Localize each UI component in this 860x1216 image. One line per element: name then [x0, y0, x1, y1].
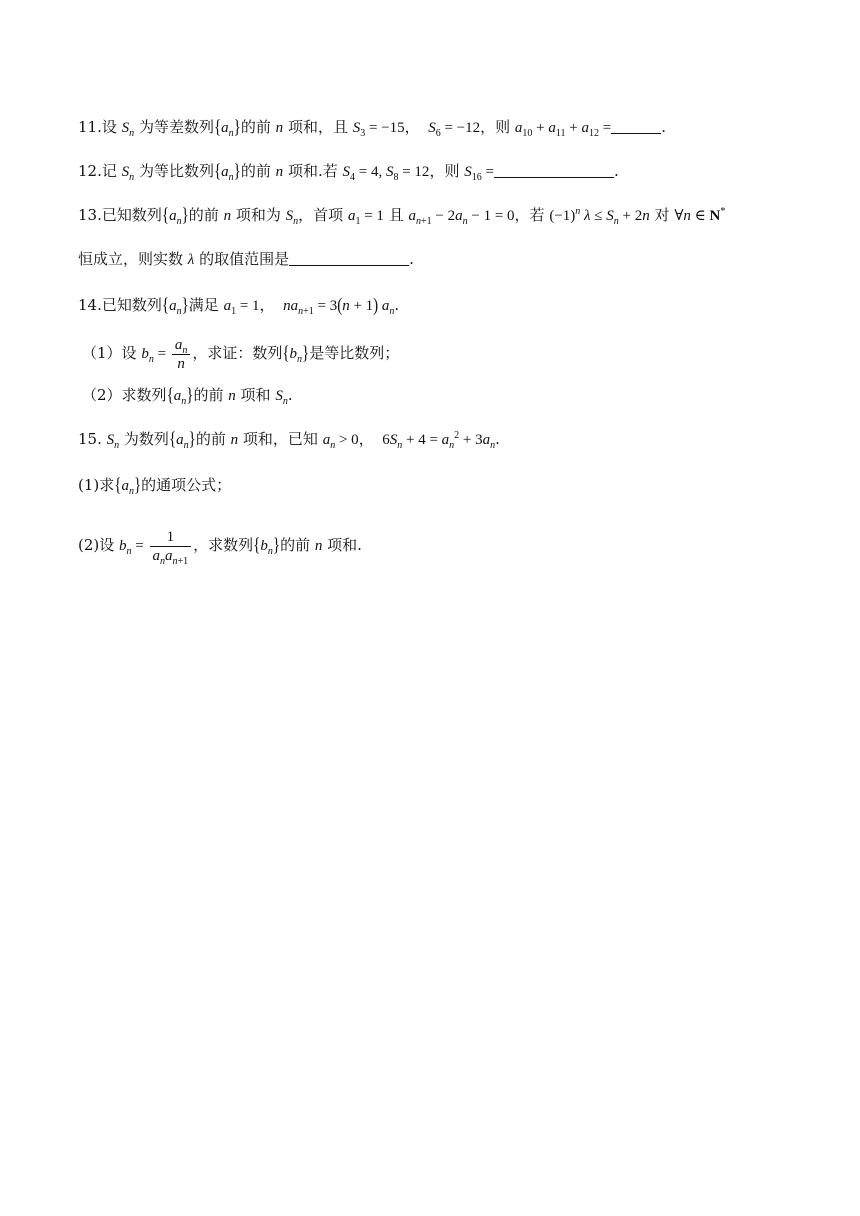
math: λ: [187, 252, 195, 268]
text: .: [661, 118, 666, 136]
text: .: [495, 430, 500, 448]
text: 为等差数列: [138, 118, 214, 136]
text: 已知数列: [101, 296, 162, 314]
math: $S_n$: [121, 120, 135, 139]
fraction: $\frac{1}{a_na_{n+1}}$: [150, 528, 192, 565]
math: $\{a_n\}$: [213, 162, 241, 183]
math: $na_{n+1} = 3(n + 1)$ $a_n$: [279, 296, 395, 317]
text: 项和.: [327, 535, 362, 554]
math: $\{a_n\}$: [166, 386, 194, 407]
problem-number: 15.: [78, 430, 102, 448]
math: $(-1)^n$ $\lambda \le S_n + 2n$: [549, 206, 650, 227]
math: $\{b_n\}$: [282, 343, 310, 365]
text: ，若: [514, 206, 545, 224]
math: $\{a_n\}$: [161, 206, 189, 227]
problem-15: [78, 428, 790, 451]
text: 求数列: [121, 386, 167, 404]
text: 已知数列: [101, 206, 162, 224]
text: 的前: [193, 386, 224, 404]
math: $\{a_n\}$: [114, 476, 142, 497]
text: 的前: [280, 535, 311, 554]
math: $\{a_n\}$: [168, 430, 196, 451]
text: ，求数列: [193, 535, 254, 554]
math: $\{a_n\}$: [161, 296, 189, 317]
math: $a_n > 0$: [322, 432, 359, 451]
text: 设: [99, 535, 115, 554]
problem-number: 14.: [78, 296, 102, 314]
text: .: [287, 386, 293, 404]
text: 是等比数列；: [309, 343, 400, 362]
math: ∀n ∈ N*: [674, 206, 726, 224]
text: 项和，且: [287, 118, 348, 136]
fraction: $\frac{a_n}{n}$: [172, 336, 191, 373]
text: 对: [654, 206, 670, 224]
math: n: [228, 388, 236, 404]
answer-blank[interactable]: [611, 119, 661, 134]
problem-number: 11.: [78, 118, 102, 136]
problem-15-part-1: [78, 474, 790, 497]
math: $S_n$: [285, 208, 299, 227]
text: 求: [99, 476, 115, 494]
text: 项和: [240, 386, 271, 404]
math: $a_1 = 1$: [223, 298, 260, 317]
text: 记: [101, 162, 117, 180]
math: $a_{n+1} - 2a_n - 1 = 0$: [408, 208, 515, 227]
math: $\{b_n\}$: [253, 535, 281, 557]
text: ，则: [480, 118, 511, 136]
text: 设: [101, 118, 117, 136]
text: 的前: [188, 206, 219, 224]
text: 且: [388, 206, 404, 224]
part-label: (2): [78, 535, 100, 554]
text: ，: [404, 118, 420, 136]
answer-blank[interactable]: [289, 251, 409, 266]
problem-11: [78, 116, 790, 139]
text: .: [394, 296, 400, 314]
text: 为数列: [123, 430, 169, 448]
text: 的取值范围是: [199, 250, 290, 268]
math: $S_4 = 4$, $S_8 = 12$: [342, 164, 430, 183]
problem-13: [78, 204, 790, 227]
text: 恒成立，则实数: [78, 250, 184, 268]
text: 满足: [188, 296, 219, 314]
problem-15-part-2: [78, 528, 790, 565]
text: 设: [121, 343, 137, 362]
part-label: （2）: [82, 386, 122, 404]
part-label: (1): [78, 476, 100, 494]
math: n: [314, 537, 323, 554]
text: ，: [259, 296, 275, 314]
math: $S_n$: [275, 388, 288, 407]
math: $S_6 = -12$: [424, 120, 481, 139]
math: $S_n$: [121, 164, 135, 183]
text: 项和.若: [287, 162, 338, 180]
text: .: [613, 162, 619, 180]
text: 的前: [240, 162, 271, 180]
problem-12: [78, 160, 790, 183]
text: ，: [358, 430, 374, 448]
math: $b_n$ = $\frac{a_n}{n}$: [141, 346, 192, 362]
math: $b_n$ = $\frac{1}{a_na_{n+1}}$: [119, 538, 193, 554]
text: 项和为: [235, 206, 281, 224]
text: .: [409, 250, 414, 268]
math: n: [223, 208, 232, 224]
text: ，首项: [298, 206, 344, 224]
math: $S_3 = -15$: [352, 120, 405, 139]
problem-14-part-1: [82, 336, 790, 373]
text: 的前: [240, 118, 271, 136]
text: 项和，已知: [242, 430, 318, 448]
answer-blank[interactable]: [494, 163, 614, 178]
math: n: [275, 164, 284, 180]
text: 的前: [195, 430, 226, 448]
math: n: [230, 432, 239, 448]
text: ，求证：数列: [192, 343, 283, 362]
math: $a_{10} + a_{11} + a_{12}$ =: [514, 120, 612, 139]
text: 为等比数列: [138, 162, 214, 180]
math: n: [275, 120, 284, 136]
math: $a_1 = 1$: [347, 208, 384, 227]
problem-number: 12.: [78, 162, 102, 180]
part-label: （1）: [82, 343, 122, 362]
text: ，则: [429, 162, 460, 180]
math: $6S_n + 4 = a_n^2 + 3a_n$: [382, 430, 496, 451]
math: $\{a_n\}$: [213, 118, 241, 139]
math: $S_{16}$ =: [464, 164, 494, 183]
problem-14: [78, 294, 790, 317]
problem-13-line-2: [78, 248, 790, 271]
problem-number: 13.: [78, 206, 102, 224]
problem-14-part-2: [82, 384, 790, 407]
math: $S_n$: [106, 432, 120, 451]
text: 的通项公式；: [141, 476, 232, 494]
